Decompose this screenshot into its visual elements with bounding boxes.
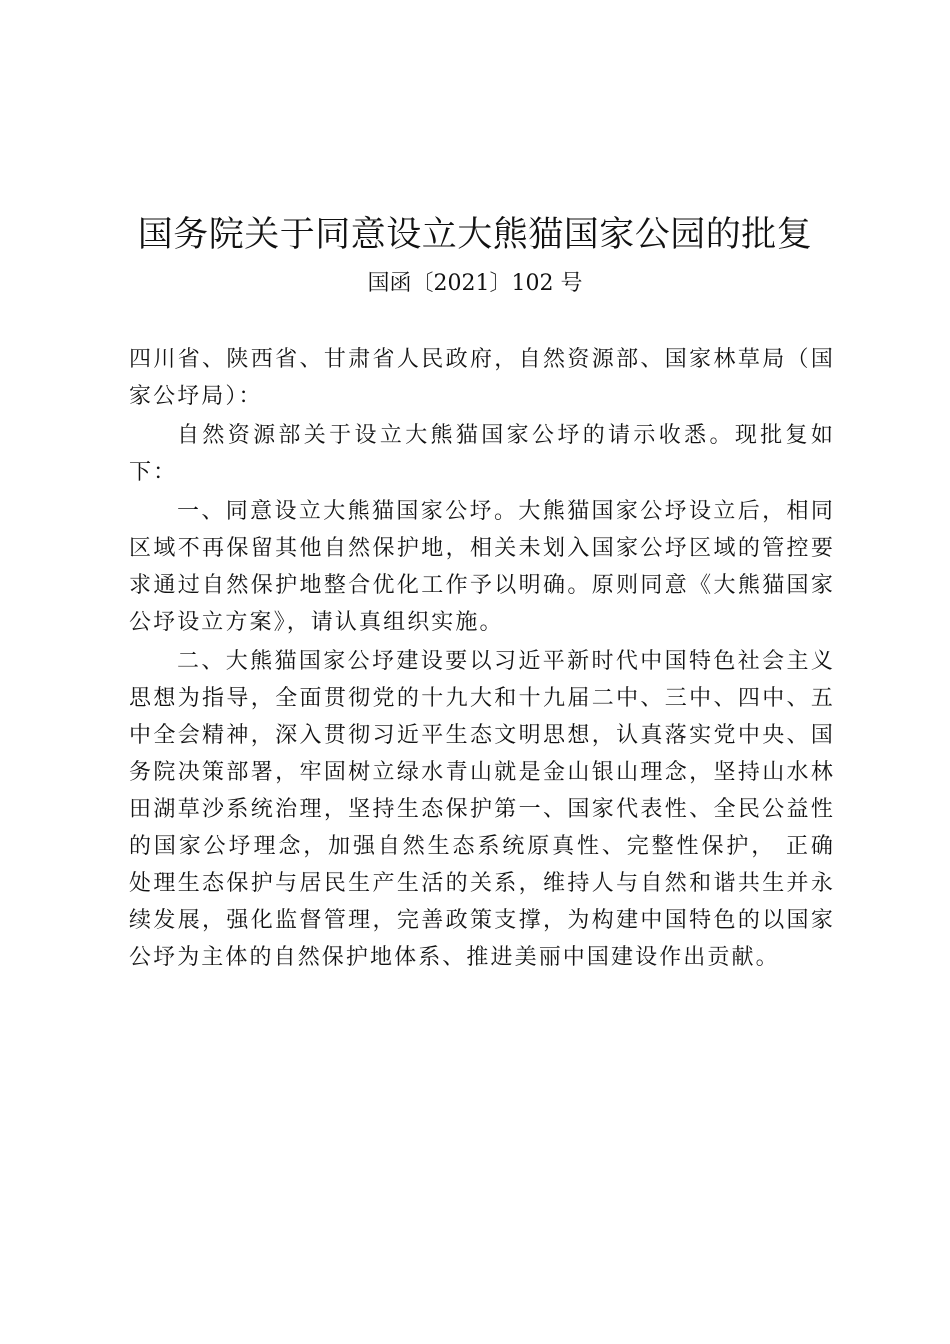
document-number: 国函〔2021〕102 号	[367, 271, 583, 296]
paragraph-opening: 自然资源部关于设立大熊猫国家公㘧的请示收悉。现批复如下：	[129, 423, 835, 485]
addressee: 四川省、陕西省、甘肃省人民政府，自然资源部、国家林草局（国家公㘧局）：	[129, 347, 835, 409]
document-title: 国务院关于同意设立大熊猫国家公园的批复	[137, 215, 813, 255]
document-body	[129, 341, 835, 978]
paragraph-two: 二、大熊猫国家公㘧建设要以习近平新时代中国特色社会主义思想为指导，全面贯彻党的十九大和十九届二中、三中、四中、五中全会精神，深入贯彻习近平生态文明思想，认真落实党中央、国务院决策部署，牢固树立绿水青山就是金山银山理念，坚持山水林田湖草沙系统治理，坚持生态保护第一、国家代表性、全民公益性的国家公㘧理念，加强自然生态系统原真性、完整性保护， 正确处理生态保护与居民生产生活的关系，维持人与自然和谐共生并永续发展，强化监督管理，完善政策支撑，为构建中国特色的以国家公㘧为主体的自然保护地体系、推进美丽中国建设作出贡献。	[129, 649, 835, 970]
paragraph-one: 一、同意设立大熊猫国家公㘧。大熊猫国家公㘧设立后，相同区域不再保留其他自然保护地，相关未划入国家公㘧区域的管控要求通过自然保护地整合优化工作予以明确。原则同意《大熊猫国家公㘧设立方案》，请认真组织实施。	[129, 499, 835, 635]
